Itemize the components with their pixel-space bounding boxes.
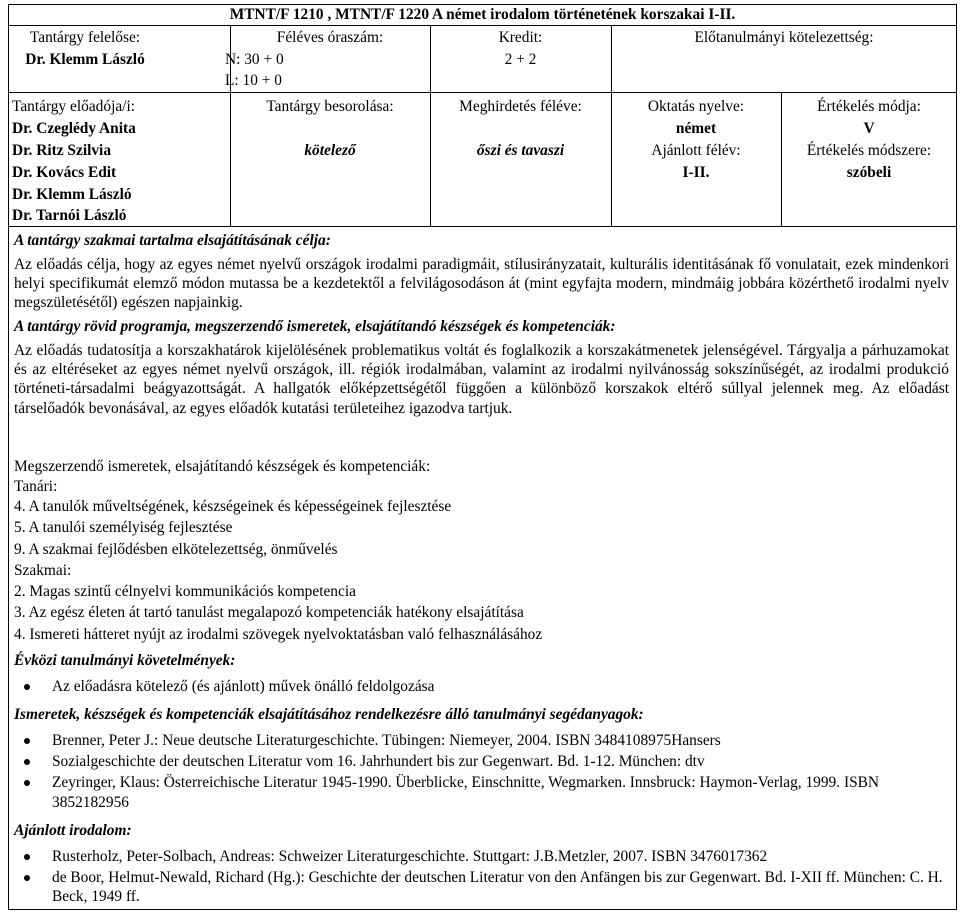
teacher-label: Tanári: bbox=[14, 478, 58, 495]
lecturer-3: Dr. Kovács Edit bbox=[12, 164, 117, 181]
lecturer-label: Tantárgy előadója/i: bbox=[12, 98, 136, 115]
prereq-label: Előtanulmányi kötelezettség: bbox=[694, 29, 874, 46]
bullet-icon bbox=[24, 854, 30, 860]
divider-row2 bbox=[8, 226, 957, 227]
material-text: Zeyringer, Klaus: Österreichische Literatur 1945-1990. Überblicke, Einschnitte, Wegmarken. Innsbruck: Haymon-Verlag, 1999. ISBN 3852182956 bbox=[52, 774, 880, 811]
lecturer-5: Dr. Tarnói László bbox=[12, 207, 127, 224]
list-item bbox=[14, 731, 949, 750]
language-label: Oktatás nyelve: bbox=[647, 98, 745, 115]
professional-item-2: 3. Az egész életen át tartó tanulást megalapozó kompetenciák hatékony elsajátítása bbox=[14, 604, 524, 621]
list-item bbox=[14, 868, 949, 906]
professional-item-1: 2. Magas szintű célnyelvi kommunikációs kompetencia bbox=[14, 583, 356, 600]
bullet-icon bbox=[24, 780, 30, 786]
eval-mode-value: V bbox=[863, 120, 875, 137]
goal-heading: A tantárgy szakmai tartalma elsajátításának célja: bbox=[14, 232, 331, 249]
teacher-item-3: 9. A szakmai fejlődésben elkötelezettség, önművelés bbox=[14, 541, 338, 558]
recommended-heading: Ajánlott irodalom: bbox=[14, 822, 132, 839]
language-value: német bbox=[675, 120, 717, 137]
hours-label: Féléves óraszám: bbox=[276, 29, 384, 46]
divider-header bbox=[8, 25, 957, 26]
professional-label: Szakmai: bbox=[14, 562, 72, 579]
credit-label: Kredit: bbox=[498, 29, 543, 46]
divider-row1 bbox=[8, 92, 957, 93]
classification-value: kötelező bbox=[304, 142, 356, 159]
material-text: Sozialgeschichte der deutschen Literatur vom 16. Jahrhundert bis zur Gegenwart. Bd. 1-12. München: dtv bbox=[52, 753, 705, 771]
teacher-item-1: 4. A tanulók műveltségének, készségeinek és képességeinek fejlesztése bbox=[14, 498, 452, 515]
bullet-icon bbox=[24, 738, 30, 744]
recommended-semester-label: Ajánlott félév: bbox=[651, 142, 741, 159]
lecturer-1: Dr. Czeglédy Anita bbox=[12, 120, 136, 137]
eval-method-value: szóbeli bbox=[846, 164, 892, 181]
semester-value: őszi és tavaszi bbox=[476, 142, 565, 159]
list-item bbox=[14, 847, 949, 866]
material-text: Brenner, Peter J.: Neue deutsche Literaturgeschichte. Tübingen: Niemeyer, 2004. ISBN 3484108975Hansers bbox=[52, 732, 721, 749]
teacher-item-2: 5. A tanulói személyiség fejlesztése bbox=[14, 519, 233, 536]
classification-label: Tantárgy besorolása: bbox=[266, 98, 394, 115]
responsible-name: Dr. Klemm László bbox=[25, 51, 145, 68]
recommended-text: Rusterholz, Peter-Solbach, Andreas: Schweizer Literaturgeschichte. Stuttgart: J.B.Metzler, 2007. ISBN 3476017362 bbox=[52, 848, 768, 865]
lecturer-2: Dr. Ritz Szilvia bbox=[12, 142, 112, 159]
eval-mode-label: Értékelés módja: bbox=[817, 98, 921, 115]
recommended-list bbox=[14, 847, 949, 907]
hours-n: N: 30 + 0 bbox=[225, 51, 284, 68]
eval-method-label: Értékelés módszere: bbox=[806, 142, 932, 159]
recommended-semester-value: I-II. bbox=[682, 164, 710, 181]
professional-item-3: 4. Ismereti hátteret nyújt az irodalmi szövegek nyelvoktatásban való felhasználásához bbox=[14, 626, 543, 643]
competence-heading: Megszerzendő ismeretek, elsajátítandó készségek és kompetenciák: bbox=[14, 458, 431, 475]
program-text: Az előadás tudatosítja a korszakhatárok kijelölésének problematikus voltát és foglalkozik a korszakátmenetek jelenségével. Tárgyalja a párhuzamokat és az eltéréseket az egyes német nyelvű országok, ill. régiók irodalmában, valamint az irodalmi nyilvánosság sokszínűségét, az irodalmi produkció történeti-társadalmi beágyazottságát. A hallgatók előképzettségétől függően a különböző korszakok eltérő súllyal jelennek meg. Az előadást társelőadók bevonásával, az egyes előadók kutatási területeihez igazodva tartjuk. bbox=[14, 342, 949, 417]
list-item bbox=[14, 677, 949, 696]
materials-list bbox=[14, 731, 949, 812]
hours-l: L: 10 + 0 bbox=[225, 72, 282, 89]
requirements-heading: Évközi tanulmányi követelmények: bbox=[14, 652, 236, 669]
bullet-icon bbox=[24, 875, 30, 881]
requirement-text: Az előadásra kötelező (és ajánlott) művek önálló feldolgozása bbox=[52, 678, 435, 695]
materials-heading: Ismeretek, készségek és kompetenciák elsajátításához rendelkezésre álló tanulmányi segédanyagok: bbox=[14, 706, 644, 723]
requirements-list bbox=[14, 677, 949, 696]
list-item bbox=[14, 773, 949, 811]
semester-label: Meghirdetés féléve: bbox=[459, 98, 582, 115]
responsible-label: Tantárgy felelőse: bbox=[29, 29, 141, 46]
lecturer-4: Dr. Klemm László bbox=[12, 186, 132, 203]
course-title: MTNT/F 1210 , MTNT/F 1220 A német irodalom történetének korszakai I-II. bbox=[229, 6, 736, 23]
program-heading: A tantárgy rövid programja, megszerzendő ismeretek, elsajátítandó készségek és kompetenciák: bbox=[14, 318, 616, 335]
bullet-icon bbox=[24, 759, 30, 765]
bullet-icon bbox=[24, 684, 30, 690]
recommended-text: de Boor, Helmut-Newald, Richard (Hg.): Geschichte der deutschen Literatur von den Anfängen bis zur Gegenwart. Bd. I-XII ff. München: C. H. Beck, 1949 ff. bbox=[52, 869, 943, 906]
list-item bbox=[14, 752, 949, 771]
goal-text: Az előadás célja, hogy az egyes német nyelvű országok irodalmi paradigmáit, stílusirányzatait, kulturális identitásának fő vonulatait, ezek mindenkori helyi specifikumát elemző módon mutassa be a kezdetektől a felvilágosodáson át (mint egyfajta modern, mindmáig jobbára közérthető irodalmi nyelv megszületésétől) egészen napjainkig. bbox=[14, 256, 949, 312]
credit-value: 2 + 2 bbox=[504, 51, 537, 68]
